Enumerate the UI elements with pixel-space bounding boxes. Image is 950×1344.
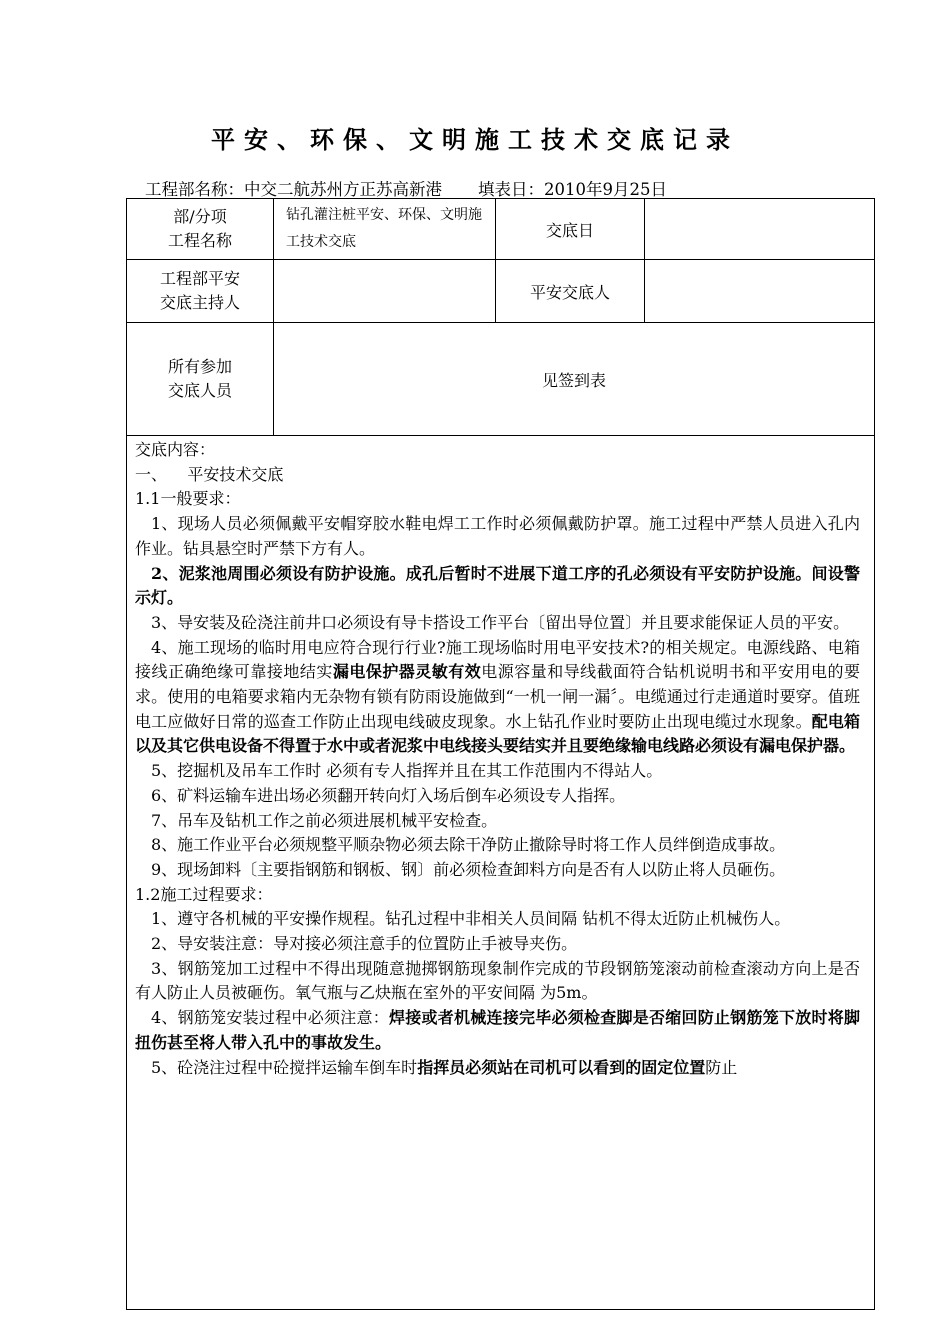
- project-label-cell: [127, 199, 274, 260]
- text-run: 4、钢筋笼安装过程中必须注意：: [151, 1008, 389, 1028]
- host-row: [127, 260, 875, 323]
- briefing-content-cell: [127, 436, 875, 1310]
- briefing-form-table: [126, 198, 875, 1310]
- host-label-line2: 交底主持人: [159, 293, 240, 312]
- text-run: 5、砼浇注过程中砼搅拌运输车倒车时: [151, 1057, 418, 1077]
- paragraph: 2、导安装注意：导对接必须注意手的位置防止手被导夹伤。: [151, 934, 578, 954]
- paragraph: 2、泥浆池周围必须设有防护设施。成孔后暂时不进展下道工序的孔必须设有平安防护设施。间设警示灯。: [135, 563, 860, 608]
- document-title: 平安、环保、文明施工技术交底记录: [211, 125, 739, 154]
- presenter-value: [645, 260, 875, 323]
- paragraph: 5、挖掘机及吊车工作时 必须有专人指挥并且在其工作范围内不得站人。: [151, 761, 663, 781]
- bold-text-run: 漏电保护器灵敏有效: [332, 662, 482, 682]
- attendees-label-line1: 所有参加: [167, 357, 232, 376]
- paragraph: [135, 1006, 860, 1055]
- project-name-cell: 钻孔灌注桩平安、环保、文明施工技术交底: [274, 199, 496, 260]
- paragraph: 3、钢筋笼加工过程中不得出现随意抛掷钢筋现象制作完成的节段钢筋笼滚动前检查滚动方向上是否有人防止人员被砸伤。氧气瓶与乙炔瓶在室外的平安间隔 为5m。: [135, 958, 860, 1003]
- attendees-value: 见签到表: [274, 323, 875, 436]
- paragraph: 6、矿料运输车进出场必须翻开转向灯入场后倒车必须设专人指挥。: [151, 785, 626, 805]
- section-heading-safety: 一、 平安技术交底: [135, 464, 284, 484]
- paragraph: [135, 1056, 860, 1081]
- host-label-cell: [127, 260, 274, 323]
- presenter-label: 平安交底人: [496, 260, 645, 323]
- subsection-construction-requirements: 1.2施工过程要求：: [135, 884, 273, 904]
- text-run: 电源容量和导线截面符合钻机说明书和平安用电的要求。使用的电箱要求箱内无杂物有锁有防雨设施做到“一机一闸一漏〞。电缆通过行走通道时要穿。值班电工应做好日常的巡查工作防止出现电线破皮现象。水上钻孔作业时要防止出现电缆过水现象。: [135, 662, 860, 731]
- bold-text-run: 配电箱以及其它供电设备不得置于水中或者泥浆中电线接头要结实并且要绝缘输电线路必须设有漏电保护器。: [135, 711, 860, 756]
- attendees-label-line2: 交底人员: [167, 381, 232, 400]
- project-label-line1: 部/分项: [173, 207, 227, 226]
- fill-date: 填表日：2010年9月25日: [478, 180, 667, 199]
- text-run: 4、施工现场的临时用电应符合现行行业?施工现场临时用电平安技术?的相关规定。电源线路、电箱接线正确绝缘可靠接地结实: [135, 637, 860, 682]
- paragraph: [135, 636, 860, 760]
- attendees-row: [127, 323, 875, 436]
- subsection-general-requirements: 1.1一般要求：: [135, 489, 241, 509]
- host-value-cell: [274, 260, 496, 323]
- content-row: [127, 436, 875, 1310]
- briefing-date-value: [645, 199, 875, 260]
- bold-text-run: 指挥员必须站在司机可以看到的固定位置: [417, 1057, 706, 1077]
- host-label-line1: 工程部平安: [159, 269, 240, 288]
- text-run: 防止: [705, 1057, 738, 1077]
- paragraph: 3、导安装及砼浇注前井口必须设有导卡搭设工作平台〔留出导位置〕并且要求能保证人员的平安。: [151, 612, 850, 632]
- attendees-label-cell: [127, 323, 274, 436]
- paragraph: 1、现场人员必须佩戴平安帽穿胶水鞋电焊工工作时必须佩戴防护罩。施工过程中严禁人员进入孔内作业。钻具悬空时严禁下方有人。: [135, 514, 860, 558]
- bold-text-run: 焊接或者机械连接完毕必须检查脚是否缩回防止钢筋笼下放时将脚扭伤甚至将人带入孔中的事故发生。: [135, 1008, 860, 1052]
- paragraph: 9、现场卸料〔主要指钢筋和钢板、钢〕前必须检查卸料方向是否有人以防止将人员砸伤。: [151, 859, 786, 879]
- paragraph: 7、吊车及钻机工作之前必须进展机械平安检查。: [151, 810, 498, 830]
- header-line: [145, 176, 667, 200]
- project-row: [127, 199, 875, 260]
- project-label-line2: 工程名称: [167, 231, 232, 250]
- briefing-date-label: 交底日: [496, 199, 645, 260]
- paragraph: 8、施工作业平台必须规整平顺杂物必须去除干净防止撤除导时将工作人员绊倒造成事故。: [151, 835, 786, 855]
- paragraph: 1、遵守各机械的平安操作规程。钻孔过程中非相关人员间隔 钻机不得太近防止机械伤人。: [151, 909, 791, 929]
- department-name: 工程部名称：中交二航苏州方正苏高新港: [145, 180, 442, 199]
- content-heading: 交底内容：: [135, 440, 216, 459]
